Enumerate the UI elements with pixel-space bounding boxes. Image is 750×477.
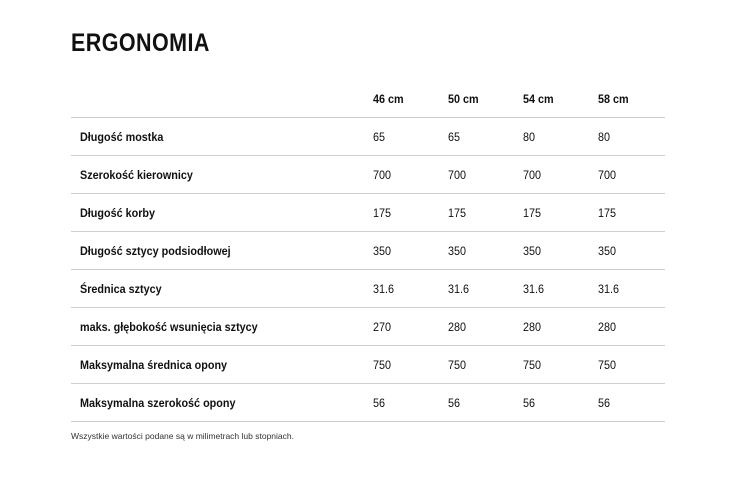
table-cell: 65	[448, 118, 523, 156]
table-cell: 175	[373, 194, 448, 232]
table-cell: 65	[373, 118, 448, 156]
table-cell: 80	[598, 118, 665, 156]
table-row	[71, 232, 665, 270]
table-cell: 56	[598, 384, 665, 422]
table-cell: 56	[523, 384, 598, 422]
row-label: Szerokość kierownicy	[71, 156, 373, 194]
row-label: Długość sztycy podsiodłowej	[71, 232, 373, 270]
table-row	[71, 194, 665, 232]
table-cell: 31.6	[523, 270, 598, 308]
table-cell: 700	[598, 156, 665, 194]
table-cell: 350	[598, 232, 665, 270]
row-label: Długość korby	[71, 194, 373, 232]
table-cell: 175	[448, 194, 523, 232]
header-cell-size-58: 58 cm	[598, 91, 629, 106]
table-cell: 350	[373, 232, 448, 270]
table-cell: 31.6	[598, 270, 665, 308]
table-row	[71, 118, 665, 156]
table-cell: 700	[448, 156, 523, 194]
table-cell: 270	[373, 308, 448, 346]
table-cell: 56	[373, 384, 448, 422]
table-cell: 750	[598, 346, 665, 384]
ergonomics-table	[71, 80, 665, 422]
header-cell-size-54: 54 cm	[523, 91, 554, 106]
table-cell: 700	[373, 156, 448, 194]
table-cell: 350	[448, 232, 523, 270]
table-header-row	[71, 80, 665, 118]
table-row	[71, 156, 665, 194]
table-cell: 175	[523, 194, 598, 232]
page-title: ERGONOMIA	[71, 29, 210, 57]
table-cell: 280	[523, 308, 598, 346]
table-cell: 750	[373, 346, 448, 384]
table-cell: 80	[523, 118, 598, 156]
table-cell: 31.6	[373, 270, 448, 308]
table-cell: 280	[598, 308, 665, 346]
header-cell-size-46: 46 cm	[373, 91, 404, 106]
table-row	[71, 308, 665, 346]
footnote: Wszystkie wartości podane są w milimetrach lub stopniach.	[71, 431, 294, 441]
row-label: Średnica sztycy	[71, 270, 373, 308]
table-cell: 750	[523, 346, 598, 384]
table-row	[71, 384, 665, 422]
row-label: maks. głębokość wsunięcia sztycy	[71, 308, 373, 346]
row-label: Długość mostka	[71, 118, 373, 156]
header-cell-label	[71, 80, 373, 118]
table-cell: 280	[448, 308, 523, 346]
table-row	[71, 346, 665, 384]
table-cell: 750	[448, 346, 523, 384]
row-label: Maksymalna szerokość opony	[71, 384, 373, 422]
header-cell-size-50: 50 cm	[448, 91, 479, 106]
row-label: Maksymalna średnica opony	[71, 346, 373, 384]
table-cell: 31.6	[448, 270, 523, 308]
table-cell: 175	[598, 194, 665, 232]
table-cell: 56	[448, 384, 523, 422]
table-cell: 700	[523, 156, 598, 194]
table-cell: 350	[523, 232, 598, 270]
table-row	[71, 270, 665, 308]
